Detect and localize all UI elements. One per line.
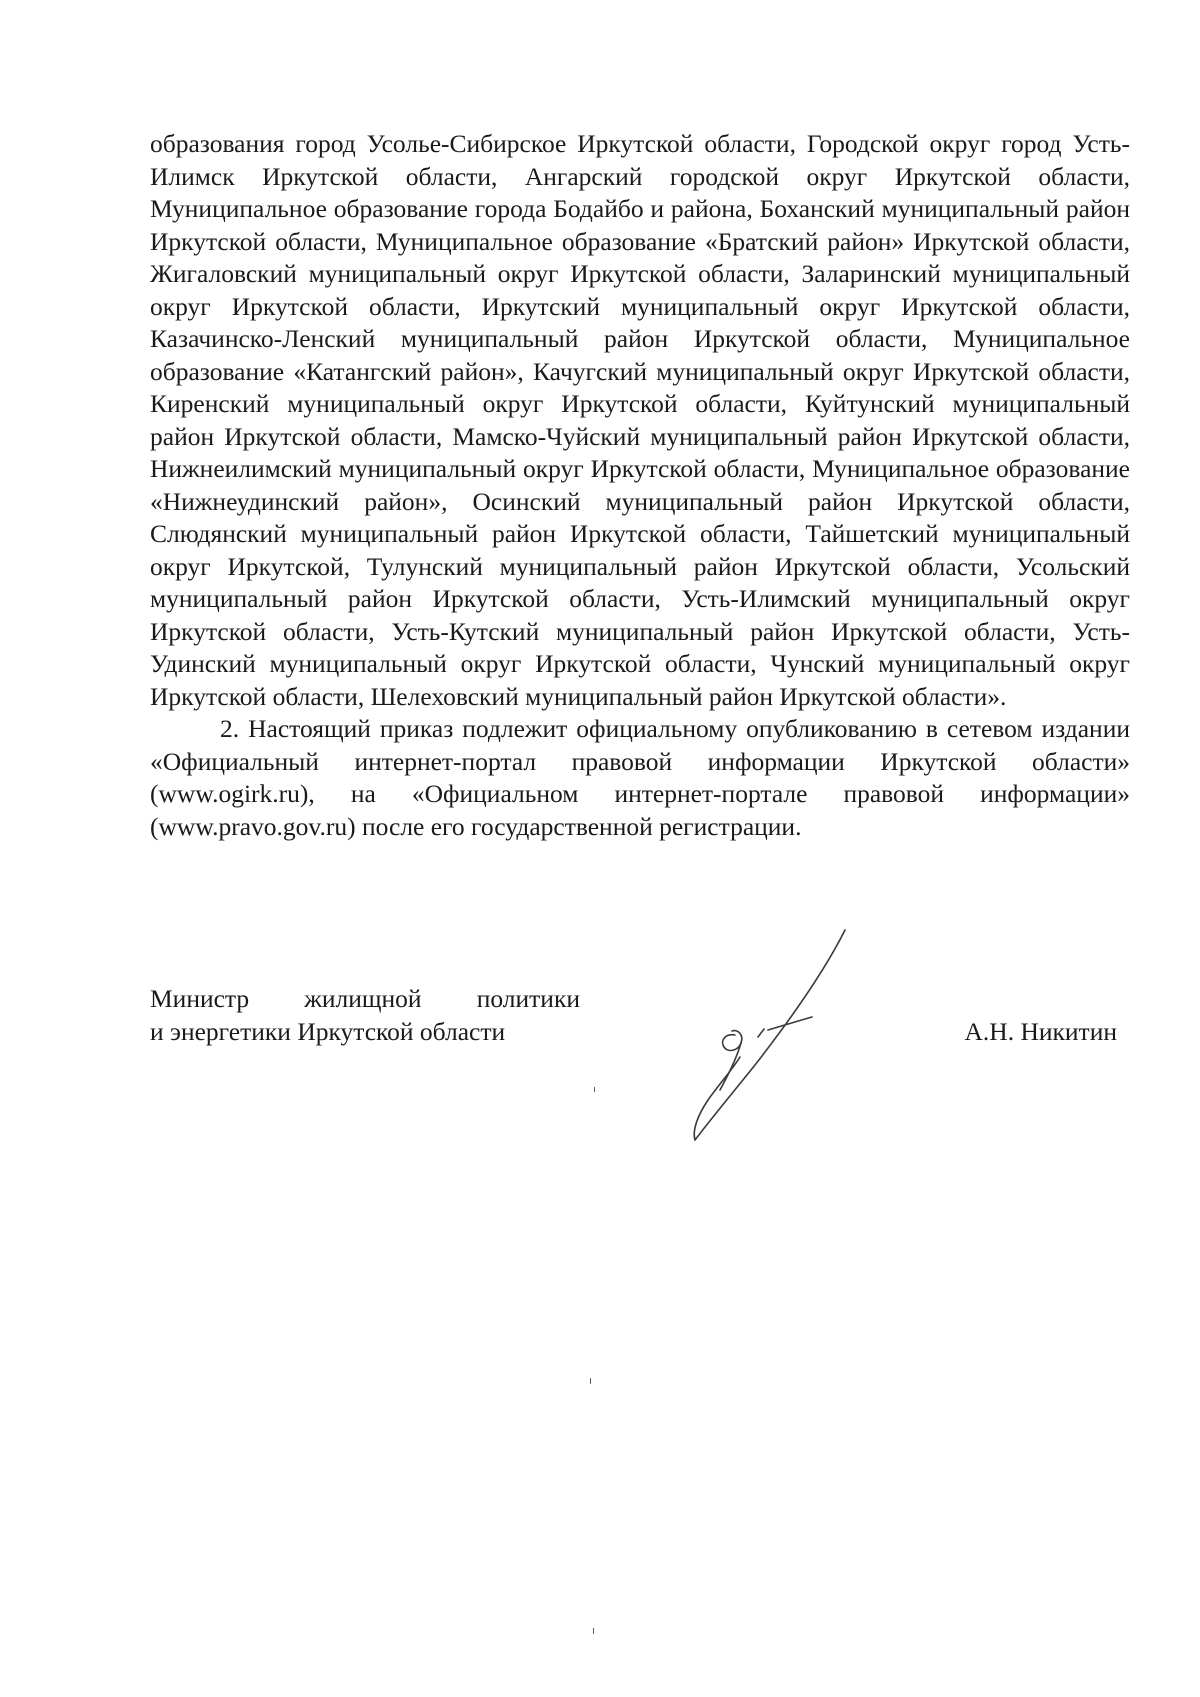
signatory-position: [150, 982, 580, 1048]
scan-speck: [593, 1628, 594, 1634]
handwritten-signature: [640, 925, 860, 1155]
scan-speck: [590, 1378, 591, 1384]
signatory-position-line-2: и энергетики Иркутской области: [150, 1017, 506, 1046]
signatory-position-line-1: [150, 982, 580, 1015]
paragraph-municipalities-list: образования город Усолье-Сибирское Иркутской области, Городской округ город Усть-Илимск Иркутской области, Ангарский городской округ Иркутской области, Муниципальное образование города Бодайбо и района, Боханский муниципальный район Иркутской области, Муниципальное образование «Братский район» Иркутской области, Жигаловский муниципальный округ Иркутской области, Заларинский муниципальный округ Иркутской области, Иркутский муниципальный округ Иркутской области, Казачинско-Ленский муниципальный район Иркутской области, Муниципальное образование «Катангский район», Качугский муниципальный округ Иркутской области, Киренский муниципальный округ Иркутской области, Куйтунский муниципальный район Иркутской области, Мамско-Чуйский муниципальный район Иркутской области, Нижнеилимский муниципальный округ Иркутской области, Муниципальное образование «Нижнеудинский район», Осинский муниципальный район Иркутской области, Слюдянский муниципальный район Иркутской области, Тайшетский муниципальный округ Иркутской, Тулунский муниципальный район Иркутской области, Усольский муниципальный район Иркутской области, Усть-Илимский муниципальный округ Иркутской области, Усть-Кутский муниципальный район Иркутской области, Усть-Удинский муниципальный округ Иркутской области, Чунский муниципальный округ Иркутской области, Шелеховский муниципальный район Иркутской области».: [150, 129, 1130, 711]
scan-speck: [594, 1087, 595, 1092]
position-word-policy: политики: [476, 984, 580, 1013]
document-body: [150, 128, 1130, 843]
paragraph-publication-clause: 2. Настоящий приказ подлежит официальному опубликованию в сетевом издании «Официальный интернет-портал правовой информации Иркутской области» (www.ogirk.ru), на «Официальном интернет-портале правовой информации» (www.pravo.gov.ru) после его государственной регистрации.: [150, 714, 1130, 841]
position-word-minister: Министр: [150, 984, 250, 1013]
position-word-housing: жилищной: [304, 984, 422, 1013]
signatory-name: А.Н. Никитин: [964, 1017, 1117, 1046]
